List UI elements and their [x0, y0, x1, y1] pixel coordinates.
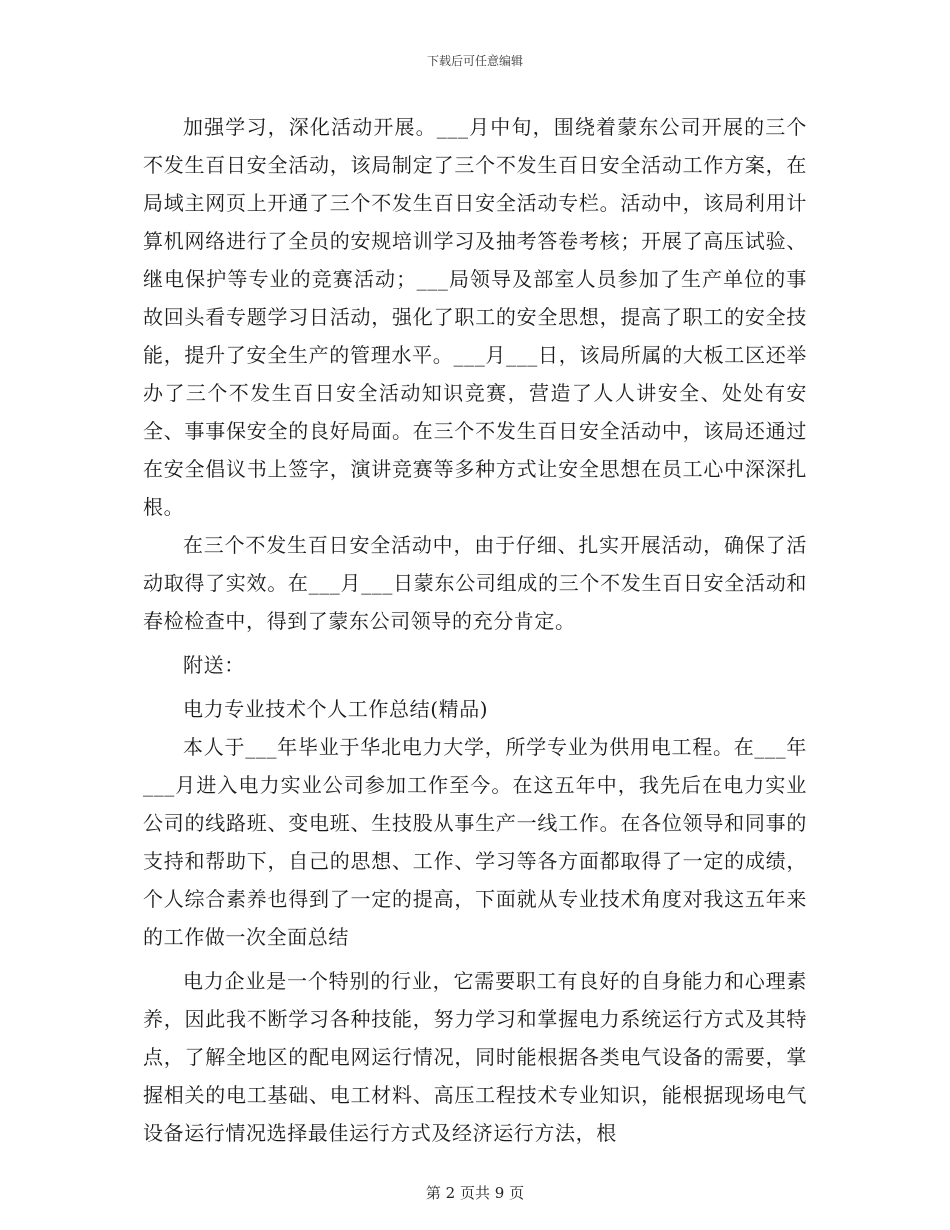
paragraph-professional-skills: 电力企业是一个特别的行业，它需要职工有良好的自身能力和心理素养，因此我不断学习各种技能，努力学习和掌握电力系统运行方式及其特点，了解全地区的配电网运行情况，同时能根据各类电气设备的需要，掌握相关的电工基础、电工材料、高压工程技术专业知识，能根据现场电气设备运行情况选择最佳运行方式及经济运行方法，根: [143, 969, 807, 1145]
paragraph-attachment-label: 附送：: [183, 653, 245, 677]
paragraph-section-title: 电力专业技术个人工作总结(精品): [183, 697, 489, 721]
paragraph-activity-results: 在三个不发生百日安全活动中，由于仔细、扎实开展活动，确保了活动取得了实效。在___月___日蒙东公司组成的三个不发生百日安全活动和春检检查中，得到了蒙东公司领导的充分肯定。: [143, 533, 807, 633]
paragraph-safety-activities: 加强学习，深化活动开展。___月中旬，围绕着蒙东公司开展的三个不发生百日安全活动，该局制定了三个不发生百日安全活动工作方案，在局域主网页上开通了三个不发生百日安全活动专栏。活动中，该局利用计算机网络进行了全员的安规培训学习及抽考答卷考核；开展了高压试验、继电保护等专业的竞赛活动；___局领导及部室人员参加了生产单位的事故回头看专题学习日活动，强化了职工的安全思想，提高了职工的安全技能，提升了安全生产的管理水平。___月___日，该局所属的大板工区还举办了三个不发生百日安全活动知识竞赛，营造了人人讲安全、处处有安全、事事保安全的良好局面。在三个不发生百日安全活动中，该局还通过在安全倡议书上签字，演讲竞赛等多种方式让安全思想在员工心中深深扎根。: [143, 115, 807, 519]
paragraph-personal-intro: 本人于___年毕业于华北电力大学，所学专业为供用电工程。在___年___月进入电力实业公司参加工作至今。在这五年中，我先后在电力实业公司的线路班、变电班、生技股从事生产一线工作。在各位领导和同事的支持和帮助下，自己的思想、工作、学习等各方面都取得了一定的成绩，个人综合素养也得到了一定的提高，下面就从专业技术角度对我这五年来的工作做一次全面总结: [143, 735, 807, 949]
page-header: 下载后可任意编辑: [426, 54, 523, 68]
document-body: [143, 108, 807, 1152]
page-number: 第 2 页共 9 页: [425, 1184, 525, 1202]
